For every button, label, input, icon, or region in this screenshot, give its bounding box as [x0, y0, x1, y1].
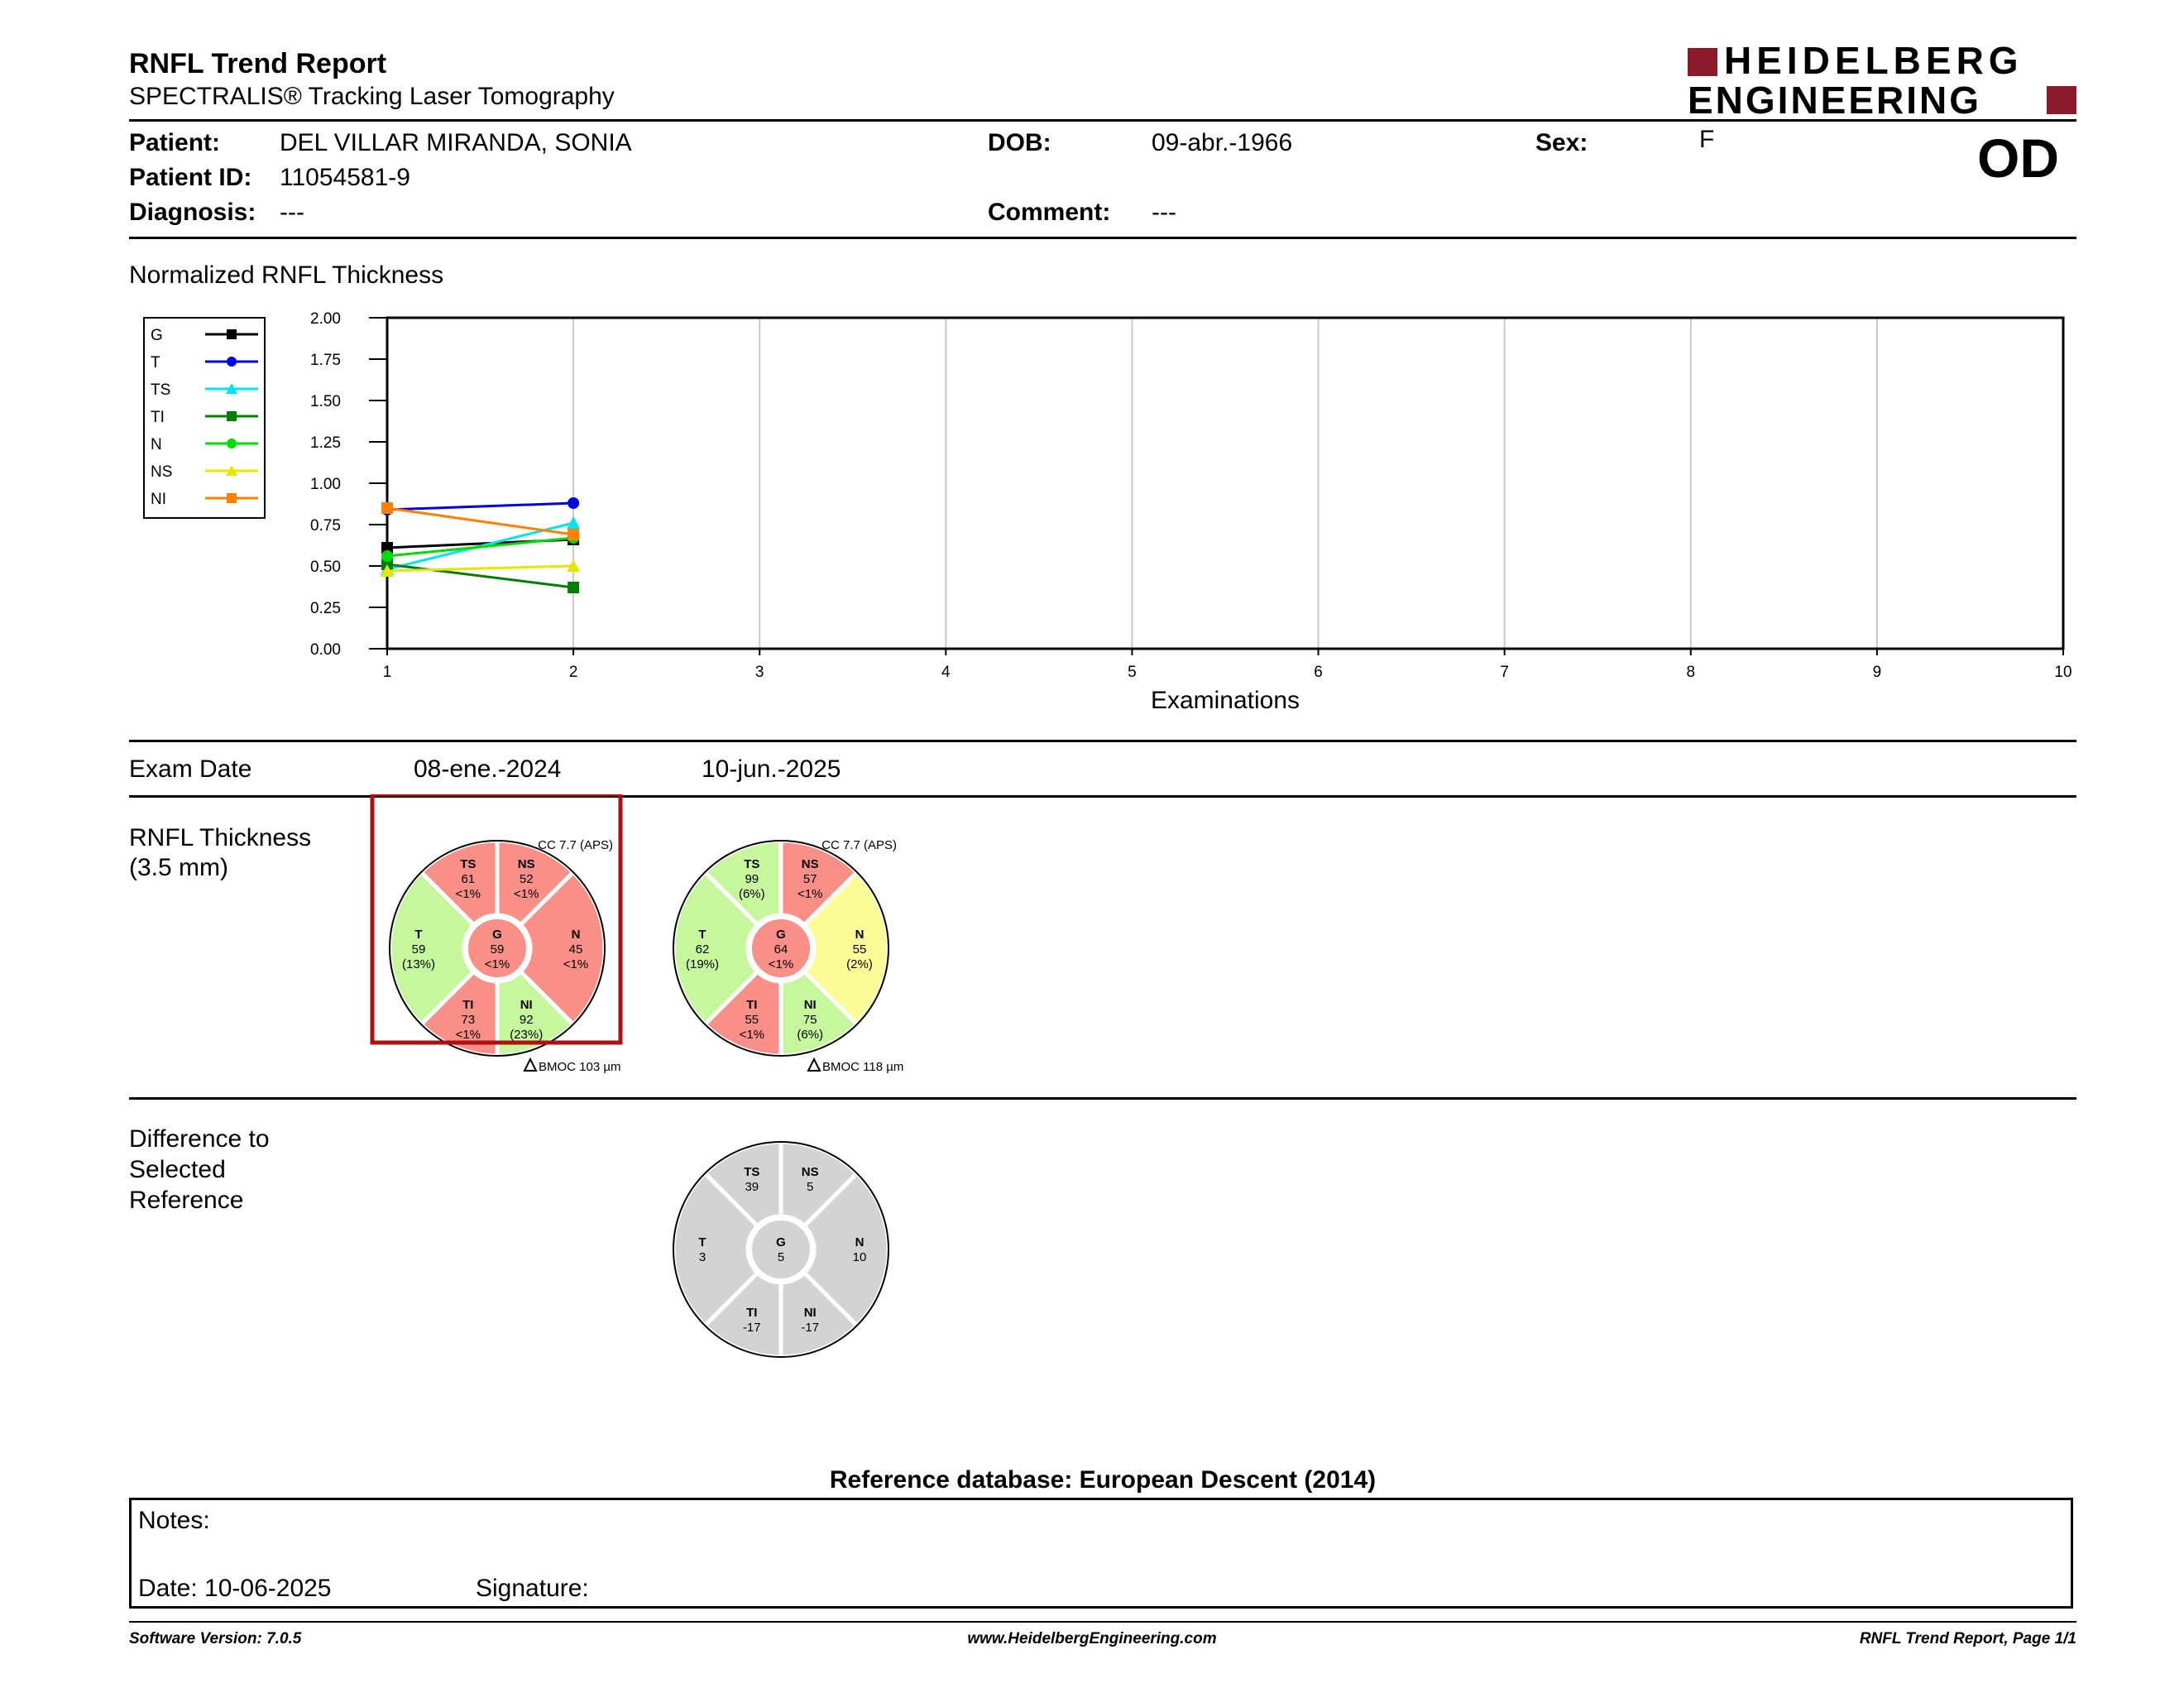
rnfl-thickness-label-1: RNFL Thickness [129, 824, 312, 851]
trend-chart [0, 0, 2184, 728]
difference-circle-label-TS-0: TS [744, 1165, 760, 1180]
chart-axes [310, 310, 2072, 714]
series-line-NI [387, 508, 573, 535]
x-tick-label-4: 4 [941, 664, 951, 681]
thickness-circle-1-label-NI-0: NI [520, 997, 533, 1012]
x-tick-label-1: 1 [382, 664, 392, 681]
thickness-circle-2-label-T-2: (19%) [685, 957, 720, 971]
x-tick-label-7: 7 [1500, 664, 1509, 681]
legend-label-NS: NS [151, 463, 173, 481]
thickness-circle-2 [673, 838, 903, 1074]
thickness-circle-2-label-N-0: N [855, 928, 864, 942]
diagnosis-value: --- [280, 199, 304, 226]
thickness-circle-1-label-G-0: G [492, 928, 502, 942]
thickness-circle-1-label-NS-1: 52 [519, 872, 534, 887]
thickness-circle-2-label-N-2: (2%) [846, 957, 873, 971]
thickness-circle-2-label-TS-1: 99 [745, 872, 759, 887]
report-title: RNFL Trend Report [129, 48, 387, 79]
thickness-circle-1-label-TS-1: 61 [461, 872, 476, 887]
logo-text-line2: ENGINEERING [1688, 79, 1982, 122]
difference-circle-label-TI-0: TI [746, 1305, 758, 1320]
y-tick-label-0.50: 0.50 [310, 559, 341, 576]
thickness-circle-1-label-TI-0: TI [462, 997, 474, 1012]
thickness-circle-1-label-NS-2: <1% [513, 887, 539, 902]
x-axis-label: Examinations [1150, 687, 1300, 714]
series-line-T [387, 503, 573, 510]
y-tick-label-1.50: 1.50 [310, 393, 341, 410]
plot-frame [387, 318, 2063, 649]
difference-label-3: Reference [129, 1187, 244, 1214]
y-tick-label-0.25: 0.25 [310, 600, 341, 617]
thickness-circle-2-label-G-2: <1% [768, 957, 794, 971]
legend-marker-NI [227, 493, 237, 503]
dob-value: 09-abr.-1966 [1152, 129, 1293, 156]
thickness-circle-2-label-T-1: 62 [695, 942, 710, 957]
difference-label-1: Difference to [129, 1125, 270, 1153]
circle-1-bmo-label: BMOC 103 µm [539, 1060, 621, 1074]
difference-circle-label-NI-0: NI [803, 1305, 817, 1320]
legend-marker-G [227, 329, 237, 339]
dob-label: DOB: [988, 129, 1051, 156]
thickness-circle-1-label-TS-2: <1% [455, 887, 481, 902]
trend-section-title: Normalized RNFL Thickness [129, 261, 444, 289]
data-point-TS-2 [567, 516, 580, 529]
thickness-circle-1-label-NI-2: (23%) [510, 1027, 544, 1042]
legend-label-G: G [151, 327, 163, 344]
thickness-circle-1-label-T-2: (13%) [401, 957, 436, 971]
legend-marker-TI [227, 411, 237, 421]
legend-label-N: N [151, 436, 162, 453]
thickness-circle-2-label-G-1: 64 [774, 942, 788, 957]
chart-legend [144, 318, 265, 518]
thickness-circle-2-label-NI-1: 75 [802, 1012, 817, 1027]
thickness-circle-2-label-NS-2: <1% [797, 887, 823, 902]
patient-label: Patient: [129, 129, 221, 156]
difference-label-2: Selected [129, 1156, 226, 1183]
patient-id: 11054581-9 [280, 164, 410, 191]
report-subtitle: SPECTRALIS® Tracking Laser Tomography [129, 83, 615, 110]
difference-circle-label-NS-0: NS [801, 1165, 819, 1180]
thickness-circle-2-label-NI-2: (6%) [797, 1027, 824, 1042]
thickness-circle-2-label-TS-2: (6%) [738, 887, 765, 902]
thickness-circle-1-label-G-2: <1% [484, 957, 510, 971]
patient-name: DEL VILLAR MIRANDA, SONIA [280, 129, 632, 156]
thickness-circle-2-label-NS-0: NS [801, 857, 819, 872]
thickness-circle-1-label-G-1: 59 [490, 942, 505, 957]
difference-circle-label-G-1: 5 [777, 1250, 785, 1264]
legend-label-NI: NI [151, 491, 166, 508]
rnfl-circle-plots [0, 794, 2184, 1374]
x-tick-label-6: 6 [1314, 664, 1323, 681]
software-version: Software Version: 7.0.5 [129, 1630, 302, 1647]
legend-marker-T [227, 357, 237, 367]
legend-marker-N [227, 439, 237, 448]
patient-id-label: Patient ID: [129, 164, 252, 191]
y-tick-label-1.00: 1.00 [310, 476, 341, 493]
circle-1-cc-label: CC 7.7 (APS) [538, 838, 613, 852]
diagnosis-label: Diagnosis: [129, 199, 256, 226]
x-tick-label-5: 5 [1128, 664, 1137, 681]
y-tick-label-1.75: 1.75 [310, 352, 341, 369]
difference-circle-label-T-0: T [698, 1235, 706, 1249]
thickness-circle-2-label-TI-2: <1% [739, 1027, 765, 1042]
x-tick-label-8: 8 [1686, 664, 1696, 681]
exam-date-label: Exam Date [129, 755, 252, 783]
thickness-circle-2-label-N-1: 55 [852, 942, 867, 957]
thickness-circle-2-label-NI-0: NI [803, 997, 817, 1012]
y-tick-label-0.75: 0.75 [310, 517, 341, 535]
x-tick-label-10: 10 [2054, 664, 2072, 681]
legend-label-T: T [151, 354, 160, 372]
data-point-T-2 [568, 497, 579, 509]
x-tick-label-3: 3 [754, 664, 764, 681]
comment-value: --- [1152, 199, 1176, 226]
difference-circle-label-T-1: 3 [698, 1250, 706, 1264]
reference-database: Reference database: European Descent (2014) [829, 1466, 1377, 1494]
exam-date-2: 10-jun.-2025 [702, 755, 841, 783]
circle-1-delta-icon [524, 1059, 536, 1071]
exam-date-1: 08-ene.-2024 [414, 755, 562, 783]
thickness-circle-1-label-TI-1: 73 [461, 1012, 476, 1027]
chart-series [381, 497, 580, 593]
page-number: RNFL Trend Report, Page 1/1 [1859, 1630, 2076, 1647]
thickness-circle-1-label-N-1: 45 [568, 942, 583, 957]
comment-label: Comment: [988, 199, 1111, 226]
thickness-circle-1 [372, 794, 621, 1074]
rnfl-thickness-label-2: (3.5 mm) [129, 854, 228, 881]
thickness-circle-1-label-T-1: 59 [411, 942, 426, 957]
thickness-circle-1-label-TS-0: TS [460, 857, 477, 872]
thickness-circle-1-label-N-2: <1% [563, 957, 589, 971]
sex-value: F [1699, 126, 1715, 153]
thickness-circle-1-label-NI-1: 92 [519, 1012, 534, 1027]
website-link[interactable]: www.HeidelbergEngineering.com [967, 1630, 1217, 1647]
circle-2-delta-icon [808, 1059, 820, 1071]
circle-2-cc-label: CC 7.7 (APS) [821, 838, 897, 852]
difference-circle-label-G-0: G [776, 1235, 786, 1249]
difference-circle-label-NI-1: -17 [801, 1320, 820, 1335]
legend-label-TS: TS [151, 381, 171, 399]
notes-label: Notes: [138, 1507, 210, 1534]
y-tick-label-2.00: 2.00 [310, 310, 341, 328]
notes-box[interactable] [129, 1498, 2073, 1609]
y-tick-label-0.00: 0.00 [310, 641, 341, 659]
sex-label: Sex: [1535, 129, 1588, 156]
thickness-circle-2-label-G-0: G [776, 928, 786, 942]
date-label: Date: 10-06-2025 [138, 1575, 332, 1602]
eye-indicator: OD [1977, 127, 2059, 189]
thickness-circle-2-label-T-0: T [698, 928, 706, 942]
signature-label: Signature: [476, 1575, 589, 1602]
data-point-NI-2 [568, 529, 579, 540]
thickness-circle-2-label-NS-1: 57 [802, 872, 817, 887]
thickness-circle-2-label-TI-0: TI [746, 997, 758, 1012]
thickness-circle-1-label-TI-2: <1% [455, 1027, 481, 1042]
difference-circle-label-TI-1: -17 [742, 1320, 761, 1335]
legend-label-TI: TI [151, 409, 165, 426]
x-tick-label-2: 2 [568, 664, 578, 681]
thickness-circle-1-label-T-0: T [414, 928, 423, 942]
difference-circle [673, 1142, 888, 1357]
thickness-circle-1-label-NS-0: NS [517, 857, 535, 872]
difference-circle-label-TS-1: 39 [745, 1180, 759, 1195]
x-tick-label-9: 9 [1872, 664, 1882, 681]
difference-circle-label-N-1: 10 [852, 1250, 867, 1264]
thickness-circle-2-label-TI-1: 55 [745, 1012, 759, 1027]
difference-circle-label-NS-1: 5 [807, 1180, 814, 1195]
difference-circle-label-N-0: N [855, 1235, 864, 1249]
data-point-TI-2 [568, 582, 579, 593]
difference-circle-sector-G [750, 1219, 812, 1280]
chart-grid [387, 318, 2063, 649]
thickness-circle-1-label-N-0: N [571, 928, 581, 942]
data-point-NI-1 [381, 502, 393, 514]
y-tick-label-1.25: 1.25 [310, 434, 341, 452]
thickness-circle-2-label-TS-0: TS [744, 857, 760, 872]
data-point-N-1 [381, 550, 393, 562]
logo-text-line1: HEIDELBERG [1724, 39, 2024, 82]
circle-2-bmo-label: BMOC 118 µm [822, 1060, 904, 1074]
